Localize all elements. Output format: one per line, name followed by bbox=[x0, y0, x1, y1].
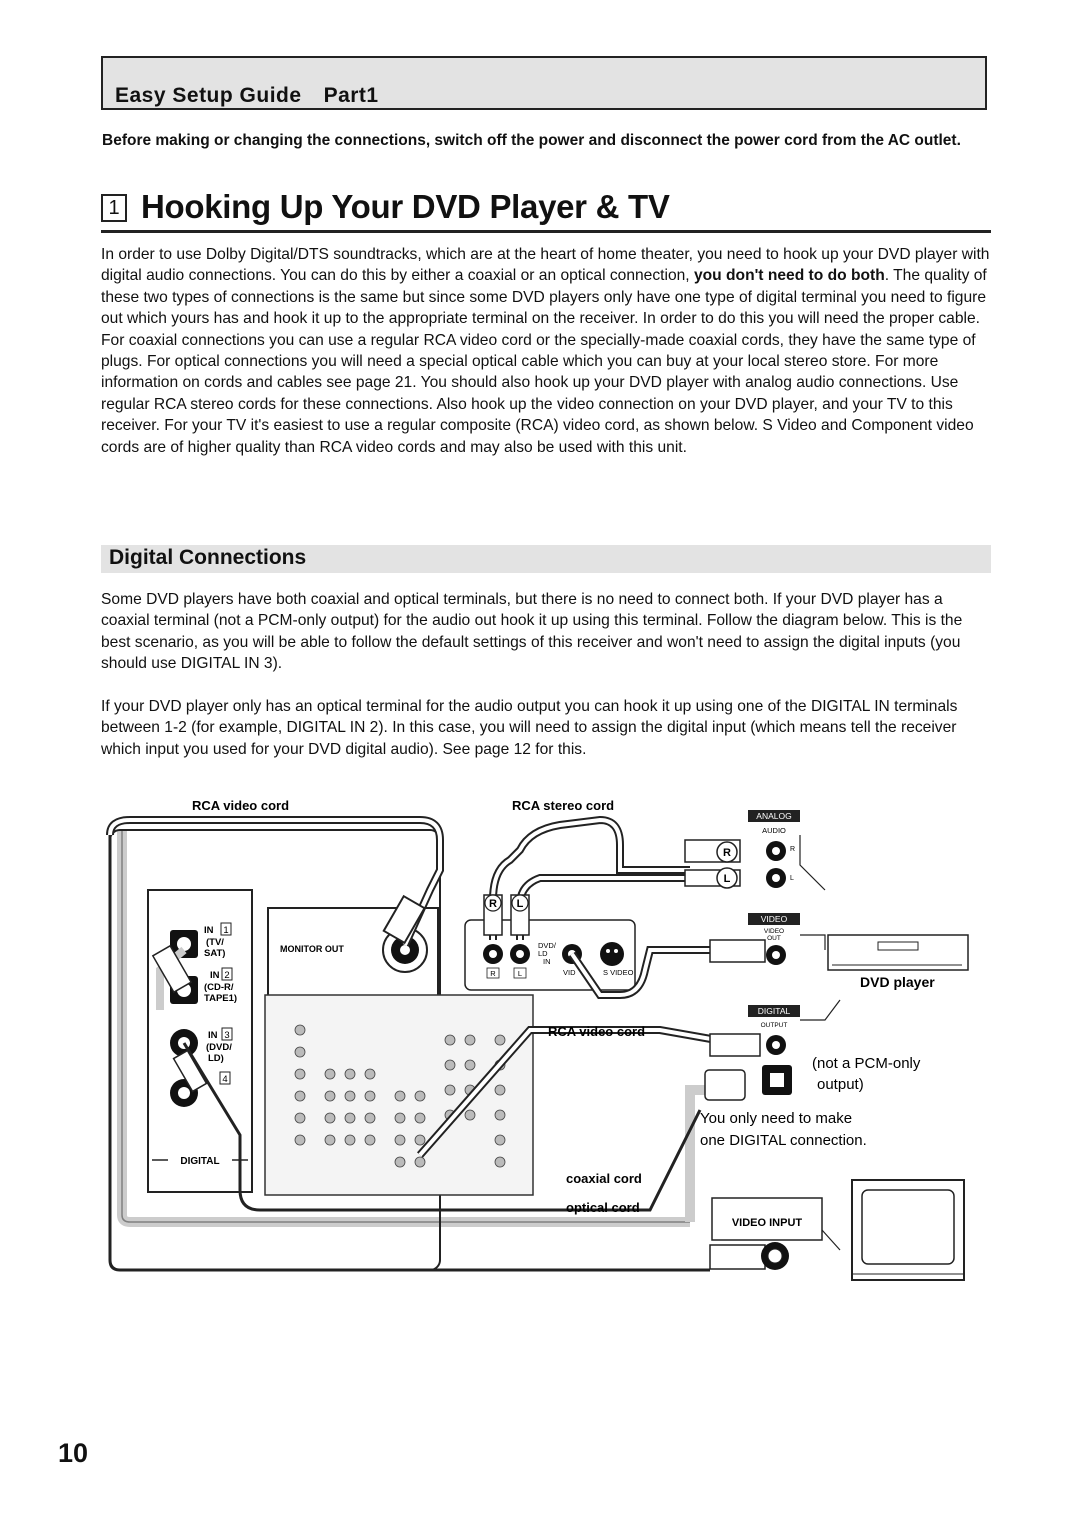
output-label: OUTPUT bbox=[760, 1022, 788, 1029]
digital-input-panel bbox=[148, 890, 252, 1192]
video-tag: VIDEO bbox=[760, 914, 788, 924]
video-out-label-1: VIDEO bbox=[763, 928, 785, 935]
intro-text-2: . The quality of these two types of connections is the same but since some DVD players only have one type of digital terminal you need to figure out which yours has and hook it up to the appropriate terminal on the receiver. In order to do this you will need the proper cable. For coaxial connections you can use a regular RCA video cord or the specially-made coaxial cords, they have the same type of plugs. For optical connections you will need a special optical cable which you can buy at your local stereo store. For more information on cords and cables see page 21. You should also hook up your DVD player with analog audio connections. Use regular RCA stereo cords for these connections. Also hook up the video connection on your DVD player, and your TV to this receiver. For your TV it's easiest to use a regular composite (RCA) video cord, as shown below. S Video and Component video cords are of higher quality than RCA video cords and may also be used with this unit. bbox=[101, 267, 987, 456]
section-paragraph-2: If your DVD player only has an optical terminal for the audio output you can hook it up using one of the DIGITAL IN terminals between 1-2 (for example, DIGITAL IN 2). In this case, you will need to assign the digital input (which means tell the receiver which input you used for your DVD digital audio). See page 12 for this. bbox=[101, 698, 958, 758]
dvd-ld-in-label-3: IN bbox=[543, 957, 551, 966]
one-digital-text-2: one DIGITAL connection. bbox=[700, 1132, 867, 1149]
one-digital-text-1: You only need to make bbox=[700, 1110, 853, 1127]
digital-tag: DIGITAL bbox=[757, 1006, 791, 1016]
stereo-plug-r: R bbox=[489, 898, 497, 910]
in3-number: 3 bbox=[224, 1030, 230, 1041]
audio-r-label: R bbox=[790, 846, 796, 853]
in1-sub2: SAT) bbox=[204, 948, 226, 959]
audio-l-label: L bbox=[790, 875, 794, 882]
audio-label: AUDIO bbox=[762, 826, 786, 835]
page-number: 10 bbox=[58, 1438, 89, 1468]
panel-r-label: R bbox=[490, 969, 496, 978]
stereo-plug-l: L bbox=[516, 898, 524, 910]
warning-text: Before making or changing the connections, switch off the power and disconnect the power cord from the AC outlet. bbox=[102, 132, 961, 149]
in1-label: IN bbox=[204, 925, 214, 936]
analog-tag: ANALOG bbox=[756, 811, 792, 821]
in3-label: IN bbox=[208, 1030, 218, 1041]
in4-number: 4 bbox=[222, 1074, 228, 1085]
in3-sub1: (DVD/ bbox=[206, 1042, 232, 1053]
rca-stereo-cord-label: RCA stereo cord bbox=[512, 798, 615, 813]
vid-label: VID bbox=[563, 968, 576, 977]
dvd-player-label: DVD player bbox=[860, 974, 935, 990]
intro-paragraph bbox=[101, 244, 993, 458]
section-paragraph-1: Some DVD players have both coaxial and optical terminals, but there is no need to connect both. If your DVD player has a coaxial terminal (not a PCM-only output) for the audio out hook it up using this terminal. Follow the diagram below. This is the best scenario, as you will be able to follow the default settings of this receiver and won't need to assign the digital inputs (you should use DIGITAL IN 3). bbox=[101, 591, 963, 673]
dvd-ld-in-label-1: DVD/ bbox=[538, 941, 556, 950]
connection-diagram bbox=[100, 790, 980, 1290]
section-header bbox=[101, 545, 991, 573]
video-input-label: VIDEO INPUT bbox=[731, 1217, 803, 1229]
optical-cord-label: optical cord bbox=[566, 1200, 640, 1215]
rca-video-cord-label-mid: RCA video cord bbox=[548, 1024, 646, 1039]
in2-number: 2 bbox=[224, 970, 230, 981]
banner-title bbox=[115, 84, 379, 108]
analog-plug-l: L bbox=[723, 873, 731, 885]
analog-plug-r: R bbox=[723, 847, 731, 859]
not-pcm-text-2: output) bbox=[817, 1076, 864, 1093]
panel-l-label: L bbox=[517, 969, 523, 978]
page-heading bbox=[101, 186, 991, 233]
rca-video-cord-label-top: RCA video cord bbox=[192, 798, 290, 813]
coaxial-cord-label: coaxial cord bbox=[566, 1171, 642, 1186]
in2-label: IN bbox=[210, 970, 220, 981]
section-banner bbox=[101, 56, 987, 110]
digital-in-label: DIGITAL bbox=[180, 1156, 220, 1167]
in2-sub2: TAPE1) bbox=[204, 993, 238, 1004]
in2-sub1: (CD-R/ bbox=[204, 982, 234, 993]
intro-emphasis: you don't need to do both bbox=[693, 267, 885, 285]
not-pcm-text-1: (not a PCM-only bbox=[812, 1055, 921, 1072]
step-number: 1 bbox=[101, 194, 127, 222]
banner-title-part1: Easy Setup Guide bbox=[115, 84, 302, 107]
monitor-out-label: MONITOR OUT bbox=[280, 944, 344, 954]
s-video-label: S VIDEO bbox=[603, 968, 634, 977]
in3-sub2: LD) bbox=[208, 1053, 224, 1064]
in1-sub1: (TV/ bbox=[206, 937, 224, 948]
video-out-label-2: OUT bbox=[767, 935, 781, 942]
dvd-ld-in-label-2: LD bbox=[538, 949, 548, 958]
section-title: Digital Connections bbox=[109, 546, 307, 569]
banner-title-part2: Part1 bbox=[323, 84, 379, 107]
intro-text-1: In order to use Dolby Digital/DTS soundtracks, which are at the heart of home theater, you need to hook up your DVD player with digital audio connections. You can do this by either a coaxial or an optical connection, bbox=[101, 246, 990, 285]
in1-number: 1 bbox=[223, 925, 229, 936]
page-title: Hooking Up Your DVD Player & TV bbox=[141, 188, 670, 225]
